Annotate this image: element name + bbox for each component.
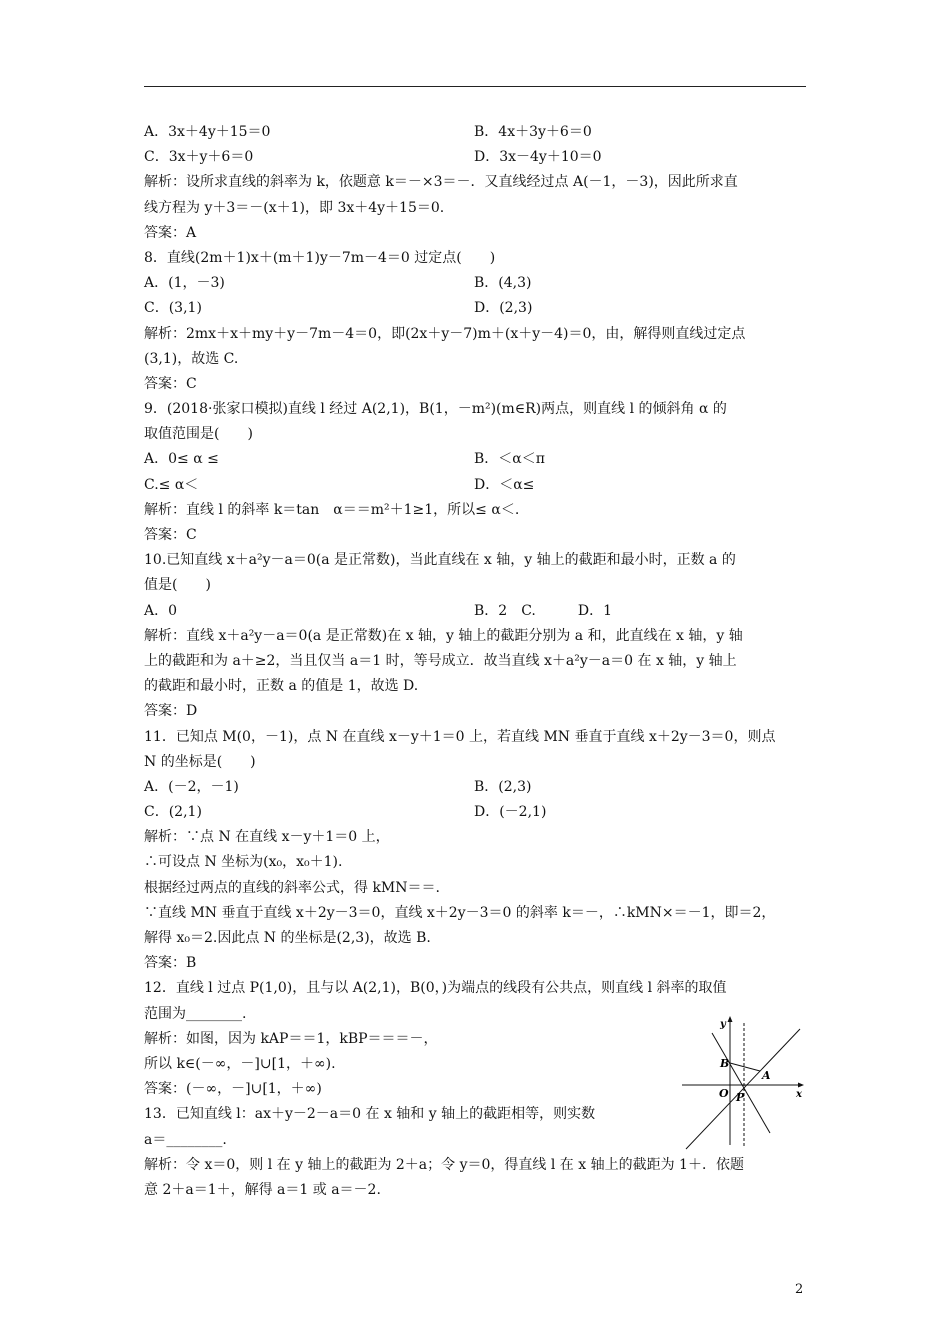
options-row (144, 296, 808, 321)
answer-text: 答案：A (144, 224, 197, 241)
option-b: B．(4,3) (474, 275, 532, 292)
solution-text: ∴可设点 N 坐标为(x₀，x₀＋1). (144, 854, 343, 871)
solution-text: 解析：令 x＝0，则 l 在 y 轴上的截距为 2＋a；令 y＝0，得直线 l 在 x 轴上的截距为 1＋．依题 (144, 1156, 744, 1173)
option-c: C．3x＋y＋6＝0 (144, 149, 254, 166)
y-axis-arrow (728, 1016, 733, 1022)
header-rule (144, 86, 806, 87)
question-12: 范围为________. (144, 1005, 247, 1022)
question-11: N 的坐标是( ) (144, 753, 256, 770)
option-a: A．(1，－3) (144, 275, 225, 292)
option-a: A．0≤ α ≤ (144, 451, 219, 468)
solution-text: 根据经过两点的直线的斜率公式，得 kMN＝＝. (144, 879, 440, 896)
question-9: 取值范围是( ) (144, 426, 253, 443)
option-d: D．＜α≤ (474, 476, 535, 493)
option-c: C．(2,1) (144, 804, 202, 821)
option-b: B．(2,3) (474, 778, 532, 795)
option-b: B．＜α＜π (474, 451, 545, 468)
solution-text: 所以 k∈(－∞，－]∪[1，＋∞). (144, 1055, 336, 1072)
question-8: 8．直线(2m＋1)x＋(m＋1)y－7m－4＝0 过定点( ) (144, 249, 496, 266)
solution-text: 解析：2mx＋x＋my＋y－7m－4＝0，即(2x＋y－7)m＋(x＋y－4)＝0，由，解得则直线过定点 (144, 325, 746, 342)
solution-text: 意 2＋a＝1＋，解得 a＝1 或 a＝－2. (144, 1181, 381, 1198)
line-through-b (712, 1033, 770, 1133)
page-number: 2 (795, 1282, 804, 1297)
solution-text: 上的截距和为 a＋≥2，当且仅当 a＝1 时，等号成立．故当直线 x＋a²y－a＝0 在 x 轴，y 轴上 (144, 652, 737, 669)
question-10: 值是( ) (144, 577, 211, 594)
options-row (144, 473, 808, 498)
options-row (144, 775, 808, 800)
options-row (144, 447, 808, 472)
answer-text: 答案：(－∞，－]∪[1，＋∞) (144, 1081, 322, 1098)
x-axis-arrow (798, 1083, 804, 1088)
question-12: 12．直线 l 过点 P(1,0)，且与以 A(2,1)，B(0，)为端点的线段有公共点，则直线 l 斜率的取值 (144, 980, 727, 997)
question-9: 9．(2018·张家口模拟)直线 l 经过 A(2,1)，B(1，－m²)(m∈R)两点，则直线 l 的倾斜角 α 的 (144, 401, 727, 418)
option-d: D．(2,3) (474, 300, 533, 317)
option-a: A．0 (144, 602, 178, 619)
question-13: a＝________. (144, 1131, 227, 1148)
option-c: C.≤ α＜ (144, 476, 199, 493)
solution-text: 解析：设所求直线的斜率为 k，依题意 k＝－×3＝－．又直线经过点 A(－1，－3)，因此所求直 (144, 174, 738, 191)
solution-text: 的截距和最小时，正数 a 的值是 1，故选 D. (144, 678, 419, 695)
point-p-label: P (736, 1091, 745, 1104)
segment-ab (730, 1063, 760, 1071)
options-row (144, 271, 808, 296)
solution-text: 解析：∵点 N 在直线 x－y＋1＝0 上， (144, 829, 390, 846)
solution-text: (3,1)，故选 C. (144, 350, 239, 367)
options-row (144, 800, 808, 825)
origin-label: O (719, 1087, 729, 1100)
answer-text: 答案：C (144, 527, 197, 543)
y-axis-label: y (720, 1019, 726, 1030)
option-b-c-d: B．2 C. D．1 (474, 602, 612, 619)
options-row (144, 599, 808, 624)
option-b: B．4x＋3y＋6＝0 (474, 124, 592, 140)
solution-text: 解析：如图，因为 kAP＝＝1，kBP＝＝＝－， (144, 1030, 438, 1047)
coordinate-figure (678, 1013, 808, 1150)
question-10: 10.已知直线 x＋a²y－a＝0(a 是正常数)，当此直线在 x 轴，y 轴上的截距和最小时，正数 a 的 (144, 552, 736, 569)
option-d: D．(－2,1) (474, 804, 547, 821)
x-axis-label: x (796, 1089, 802, 1100)
answer-text: 答案：C (144, 375, 197, 392)
answer-text: 答案：D (144, 703, 198, 720)
question-13: 13．已知直线 l：ax＋y－2－a＝0 在 x 轴和 y 轴上的截距相等，则实数 (144, 1106, 596, 1123)
option-a: A．(－2，－1) (144, 778, 239, 795)
option-c: C．(3,1) (144, 300, 202, 317)
solution-text: 线方程为 y＋3＝－(x＋1)，即 3x＋4y＋15＝0. (144, 199, 445, 216)
options-row (144, 145, 808, 170)
solution-text: 解得 x₀＝2.因此点 N 的坐标是(2,3)，故选 B. (144, 930, 431, 946)
solution-text: ∵直线 MN 垂直于直线 x＋2y－3＝0，直线 x＋2y－3＝0 的斜率 k＝－，∴kMN×＝－1，即＝2， (144, 904, 776, 921)
solution-text: 解析：直线 l 的斜率 k＝tan α＝＝m²＋1≥1，所以≤ α＜. (144, 501, 520, 518)
option-a: A．3x＋4y＋15＝0 (144, 124, 271, 140)
point-b-label: B (720, 1057, 730, 1070)
solution-text: 解析：直线 x＋a²y－a＝0(a 是正常数)在 x 轴，y 轴上的截距分别为 a 和，此直线在 x 轴，y 轴 (144, 627, 743, 644)
answer-text: 答案：B (144, 955, 197, 972)
option-d: D．3x－4y＋10＝0 (474, 149, 602, 166)
options-row (144, 120, 808, 145)
question-11: 11．已知点 M(0，－1)，点 N 在直线 x－y＋1＝0 上，若直线 MN 垂直于直线 x＋2y－3＝0，则点 (144, 728, 776, 745)
line-through-a (686, 1029, 800, 1149)
point-a-label: A (762, 1069, 771, 1082)
